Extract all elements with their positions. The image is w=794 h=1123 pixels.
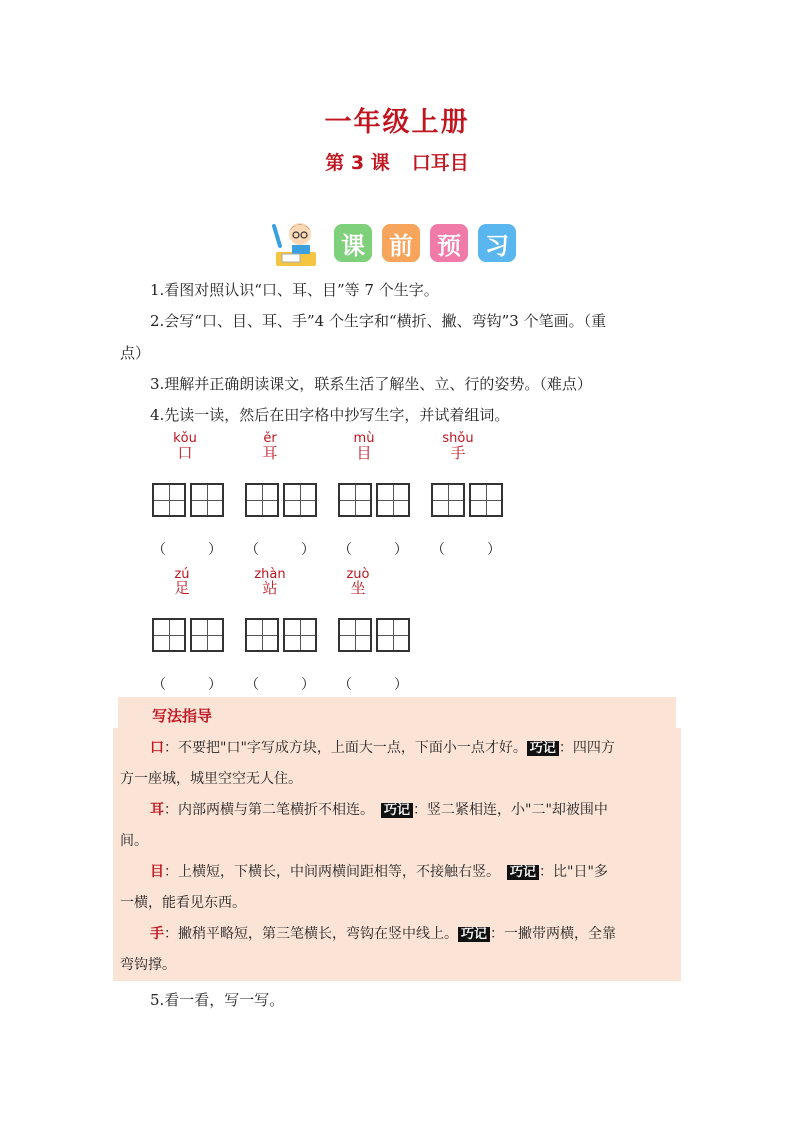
guide-mu-tip: ：比"日"多: [539, 864, 608, 880]
guide-mu-char: 目: [150, 864, 164, 880]
writing-grid[interactable]: [152, 483, 186, 517]
char-er: 耳: [262, 444, 278, 462]
writing-grid[interactable]: [431, 483, 465, 517]
guide-er-tip: ：竖二紧相连，小"二"却被围中: [413, 802, 608, 818]
answer-blank[interactable]: （ ）: [338, 677, 408, 693]
char-mu: 目: [356, 444, 372, 462]
guide-kou-char: 口: [150, 740, 164, 756]
char-kou: 口: [177, 444, 193, 462]
char-zu: 足: [174, 579, 190, 597]
item-3: 3.理解并正确朗读课文，联系生活了解坐、立、行的姿势。（难点）: [150, 375, 592, 393]
item-1: 1.看图对照认识“口、耳、目”等 7 个生字。: [150, 281, 439, 299]
guide-er-text: ：内部两横与第二笔横折不相连。: [164, 802, 367, 818]
answer-blank[interactable]: （ ）: [152, 677, 222, 693]
item-4: 4.先读一读，然后在田字格中抄写生字，并试着组词。: [150, 406, 510, 424]
pinyin-er: ěr: [263, 431, 277, 446]
mnemonic-tag: 巧记: [458, 927, 490, 942]
guide-kou-text: ：不要把"口"字写成方块，上面大一点，下面小一点才好。: [164, 740, 527, 756]
guide-er-line2: 间。: [120, 833, 148, 849]
writing-grid[interactable]: [283, 483, 317, 517]
writing-grid[interactable]: [152, 618, 186, 652]
writing-grid[interactable]: [190, 618, 224, 652]
answer-blank[interactable]: （ ）: [152, 542, 222, 558]
pinyin-zhan: zhàn: [254, 567, 286, 582]
lesson-subtitle: [0, 148, 794, 175]
student-reading-icon: [270, 216, 326, 270]
writing-grid[interactable]: [376, 618, 410, 652]
banner-char-2: 前: [382, 224, 420, 262]
banner-char-3: 预: [430, 224, 468, 262]
pinyin-mu: mù: [353, 431, 375, 446]
char-shou: 手: [450, 444, 466, 462]
banner-char-4: 习: [478, 224, 516, 262]
writing-grid[interactable]: [190, 483, 224, 517]
guide-er-line1: [150, 795, 676, 826]
guide-shou-line1: [150, 919, 676, 950]
guide-kou-tip: ：四四方: [558, 740, 615, 756]
guide-kou-line1: [150, 733, 676, 764]
guide-mu-line1: [150, 857, 676, 888]
item-2: 2.会写“口、目、耳、手”4 个生字和“横折、撇、弯钩”3 个笔画。（重: [150, 312, 607, 330]
guide-shou-tip: ：一撇带两横，全靠: [490, 926, 617, 942]
guide-kou-line2: 方一座城，城里空空无人住。: [120, 771, 302, 787]
writing-grid[interactable]: [283, 618, 317, 652]
guide-shou-line2: 弯钩撑。: [120, 957, 176, 973]
char-zuo: 坐: [350, 579, 366, 597]
answer-blank[interactable]: （ ）: [431, 542, 501, 558]
writing-grid[interactable]: [338, 483, 372, 517]
answer-blank[interactable]: （ ）: [245, 677, 315, 693]
guide-mu-line2: 一横，能看见东西。: [120, 895, 246, 911]
guide-shou-char: 手: [150, 926, 164, 942]
answer-blank[interactable]: （ ）: [338, 542, 408, 558]
pinyin-shou: shǒu: [442, 431, 474, 446]
item-5: 5.看一看，写一写。: [150, 991, 285, 1009]
banner-char-1: 课: [334, 224, 372, 262]
lesson-topic: 口耳目: [411, 152, 469, 174]
page-title: 一年级上册: [324, 107, 470, 138]
mnemonic-tag: 巧记: [527, 741, 559, 756]
pinyin-kou: kǒu: [173, 431, 197, 446]
guide-shou-text: ：撇稍平略短，第三笔横长，弯钩在竖中线上。: [164, 926, 458, 942]
writing-grid[interactable]: [338, 618, 372, 652]
guide-er-char: 耳: [150, 802, 164, 818]
guide-title: 写法指导: [152, 707, 213, 725]
writing-grid[interactable]: [245, 483, 279, 517]
item-2-cont: 点）: [120, 344, 151, 362]
guide-mu-text: ：上横短，下横长，中间两横间距相等，不接触右竖。: [164, 864, 493, 880]
preview-banner: [270, 215, 526, 271]
writing-grid[interactable]: [376, 483, 410, 517]
writing-grid[interactable]: [469, 483, 503, 517]
lesson-number: 第 3 课: [325, 152, 390, 174]
pinyin-zuo: zuò: [346, 567, 370, 582]
answer-blank[interactable]: （ ）: [245, 542, 315, 558]
char-zhan: 站: [262, 579, 278, 597]
writing-grid[interactable]: [245, 618, 279, 652]
pinyin-zu: zú: [174, 567, 190, 582]
mnemonic-tag: 巧记: [507, 865, 539, 880]
mnemonic-tag: 巧记: [381, 803, 413, 818]
